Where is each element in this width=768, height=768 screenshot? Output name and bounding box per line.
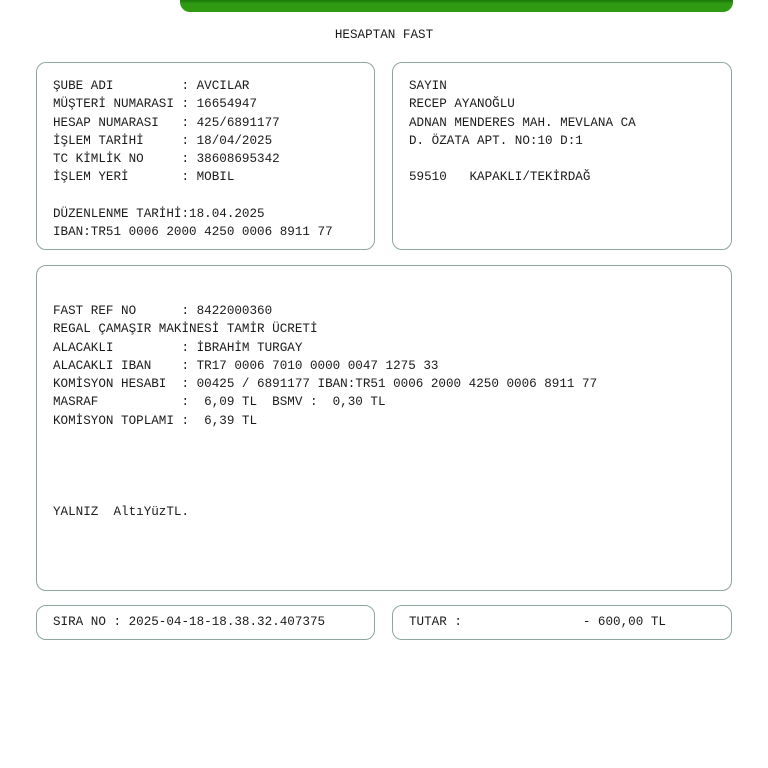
transaction-line	[53, 448, 725, 466]
recipient-line: D. ÖZATA APT. NO:10 D:1	[409, 133, 583, 148]
branch-line: TC KİMLİK NO : 38608695342	[53, 152, 280, 167]
recipient-line: SAYIN	[409, 79, 447, 93]
branch-line: MÜŞTERİ NUMARASI : 16654947	[53, 97, 258, 112]
branch-line: İŞLEM TARİHİ : 18/04/2025	[53, 133, 273, 148]
recipient-line: RECEP AYANOĞLU	[409, 97, 515, 112]
recipient-line: ADNAN MENDERES MAH. MEVLANA CA	[409, 115, 636, 130]
transaction-line: KOMİSYON TOPLAMI : 6,39 TL	[53, 413, 258, 428]
amount-line: TUTAR : - 600,00 TL	[409, 615, 666, 629]
branch-line: IBAN:TR51 0006 2000 4250 0006 8911 77	[53, 225, 333, 240]
branch-line: ŞUBE ADI : AVCILAR	[53, 79, 250, 93]
branch-line: İŞLEM YERİ : MOBIL	[53, 170, 235, 185]
sequence-number-line: SIRA NO : 2025-04-18-18.38.32.407375	[53, 615, 326, 629]
recipient-line	[409, 150, 725, 168]
branch-line: HESAP NUMARASI : 425/6891177	[53, 115, 280, 130]
transaction-line: FAST REF NO : 8422000360	[53, 304, 273, 318]
transaction-line	[53, 485, 725, 503]
transaction-line: MASRAF : 6,09 TL BSMV : 0,30 TL	[53, 395, 386, 410]
amount-box	[392, 605, 732, 640]
green-action-bar[interactable]	[180, 0, 733, 12]
transaction-line	[53, 467, 725, 485]
branch-line	[53, 187, 368, 205]
branch-info-box	[36, 62, 375, 250]
transaction-line: KOMİSYON HESABI : 00425 / 6891177 IBAN:TR51 0006 2000 4250 0006 8911 77	[53, 377, 598, 392]
recipient-address-box	[392, 62, 732, 250]
transaction-line	[53, 430, 725, 448]
page-title: HESAPTAN FAST	[334, 28, 434, 42]
branch-line: DÜZENLENME TARİHİ:18.04.2025	[53, 207, 265, 222]
amount-in-words-line: YALNIZ AltıYüzTL.	[53, 505, 190, 520]
transaction-line: ALACAKLI : İBRAHİM TURGAY	[53, 340, 303, 355]
transaction-line: REGAL ÇAMAŞIR MAKİNESİ TAMİR ÜCRETİ	[53, 322, 318, 337]
transaction-line: ALACAKLI IBAN : TR17 0006 7010 0000 0047 1275 33	[53, 358, 439, 373]
transaction-details-box	[36, 265, 732, 591]
sequence-number-box	[36, 605, 375, 640]
recipient-line: 59510 KAPAKLI/TEKİRDAĞ	[409, 170, 591, 185]
